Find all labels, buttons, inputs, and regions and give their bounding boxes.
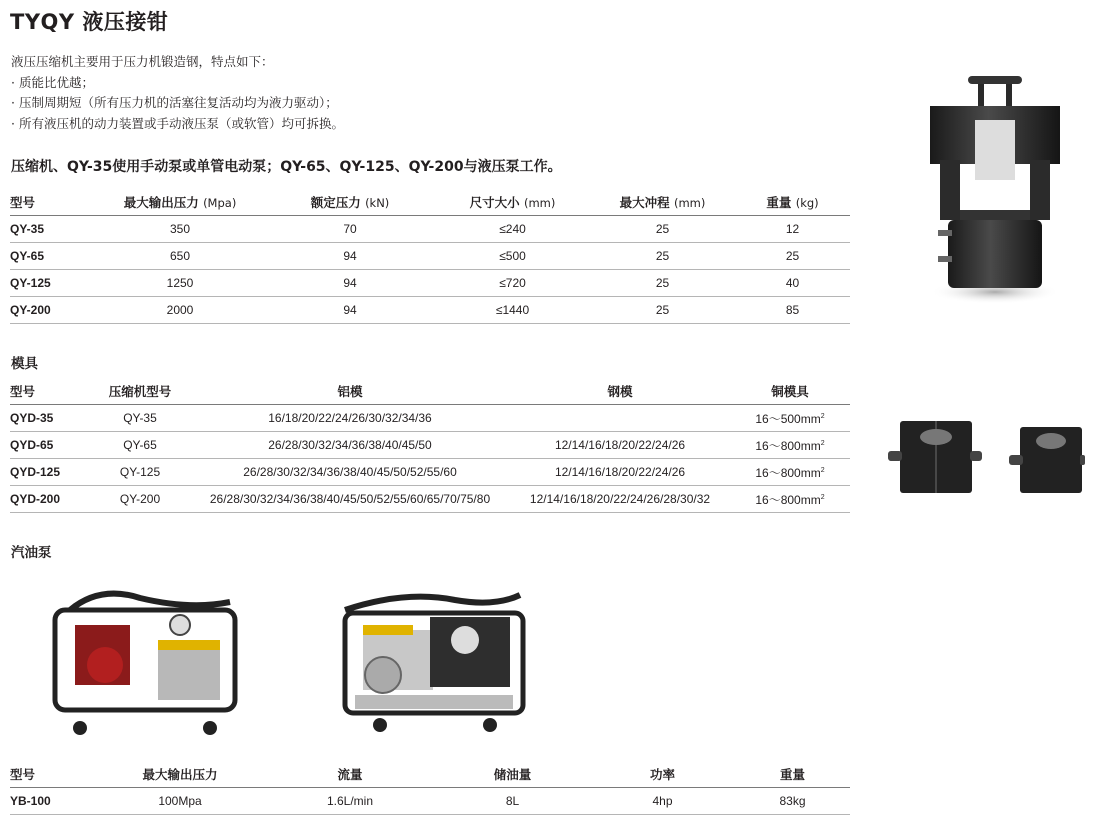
pump-spec-table — [10, 761, 850, 815]
cell: 25 — [735, 243, 850, 270]
cell: 94 — [265, 243, 435, 270]
col-steel-die: 钢模 — [510, 378, 730, 405]
cell: QY-200 — [10, 297, 95, 324]
col-aluminum-die: 铝模 — [190, 378, 510, 405]
cell: 350 — [95, 216, 265, 243]
cell: $16\sim 800mm^2$ — [730, 459, 850, 486]
cell: 1.6L/min — [265, 788, 435, 815]
intro-bullet: · 所有液压机的动力装置或手动液压泵（或软管）均可拆换。 — [11, 114, 344, 135]
cell: 12/14/16/18/20/22/24/26 — [510, 459, 730, 486]
table-row — [10, 459, 850, 486]
cell: 12/14/16/18/20/22/24/26 — [510, 432, 730, 459]
cell: 94 — [265, 297, 435, 324]
table-header-row — [10, 378, 850, 405]
cell: QY-200 — [90, 486, 190, 513]
cell: ≤720 — [435, 270, 590, 297]
cell: 12/14/16/18/20/22/24/26/28/30/32 — [510, 486, 730, 513]
cell: 26/28/30/32/34/36/38/40/45/50/52/55/60/65/70/75/80 — [190, 486, 510, 513]
cell: $16\sim 800mm^2$ — [730, 486, 850, 513]
petrol-pump-image-1 — [40, 580, 240, 735]
intro-text — [11, 52, 344, 134]
press-spec-table — [10, 189, 850, 324]
cell: $16\sim 800mm^2$ — [730, 432, 850, 459]
col-size: 尺寸大小 (mm) — [435, 189, 590, 216]
table-row — [10, 486, 850, 513]
cell: ≤240 — [435, 216, 590, 243]
cell: 12 — [735, 216, 850, 243]
cell: ≤500 — [435, 243, 590, 270]
cell: 26/28/30/32/34/36/38/40/45/50/52/55/60 — [190, 459, 510, 486]
col-oil-capacity: 储油量 — [435, 761, 590, 788]
col-weight: 重量 (kg) — [735, 189, 850, 216]
col-copper-die: 铜模具 — [730, 378, 850, 405]
intro-line: 液压压缩机主要用于压力机锻造钢，特点如下： — [11, 54, 274, 69]
col-press-model: 压缩机型号 — [90, 378, 190, 405]
cell: 16/18/20/22/24/26/30/32/34/36 — [190, 405, 510, 432]
cell: QY-35 — [90, 405, 190, 432]
table-header-row — [10, 189, 850, 216]
col-rated-force: 额定压力 (kN) — [265, 189, 435, 216]
cell: QY-35 — [10, 216, 95, 243]
cell: 25 — [590, 297, 735, 324]
table-row — [10, 788, 850, 815]
cell: QYD-35 — [10, 405, 90, 432]
cell: QY-125 — [10, 270, 95, 297]
intro-bullet: · 质能比优越； — [11, 73, 344, 94]
cell: ≤1440 — [435, 297, 590, 324]
intro-bullet: · 压制周期短（所有压力机的活塞往复活动均为液力驱动）； — [11, 93, 344, 114]
table-row — [10, 432, 850, 459]
col-max-pressure: 最大输出压力 (Mpa) — [95, 189, 265, 216]
col-power: 功率 — [590, 761, 735, 788]
die-section-title: 模具 — [11, 356, 38, 372]
table-row — [10, 297, 850, 324]
cell: 8L — [435, 788, 590, 815]
crimping-dies-image — [885, 415, 1085, 500]
usage-note: 压缩机、QY-35使用手动泵或单管电动泵；QY-65、QY-125、QY-200与液压泵工作。 — [11, 159, 562, 175]
hydraulic-press-image — [920, 70, 1070, 310]
table-row — [10, 405, 850, 432]
cell: 83kg — [735, 788, 850, 815]
table-header-row — [10, 761, 850, 788]
cell: 2000 — [95, 297, 265, 324]
cell: 94 — [265, 270, 435, 297]
cell: 650 — [95, 243, 265, 270]
table-row — [10, 270, 850, 297]
cell: 1250 — [95, 270, 265, 297]
cell: 100Mpa — [95, 788, 265, 815]
cell: QYD-65 — [10, 432, 90, 459]
table-row — [10, 216, 850, 243]
col-flow: 流量 — [265, 761, 435, 788]
cell: YB-100 — [10, 788, 95, 815]
cell: QY-125 — [90, 459, 190, 486]
cell: 70 — [265, 216, 435, 243]
cell: QYD-200 — [10, 486, 90, 513]
table-row — [10, 243, 850, 270]
pump-section-title: 汽油泵 — [11, 545, 52, 561]
page-title: TYQY 液压接钳 — [10, 10, 169, 34]
cell: 25 — [590, 243, 735, 270]
petrol-pump-image-2 — [335, 585, 535, 735]
cell: QY-65 — [10, 243, 95, 270]
col-weight: 重量 — [735, 761, 850, 788]
col-model: 型号 — [10, 761, 95, 788]
cell — [510, 405, 730, 432]
cell: 26/28/30/32/34/36/38/40/45/50 — [190, 432, 510, 459]
cell: 85 — [735, 297, 850, 324]
cell: QYD-125 — [10, 459, 90, 486]
col-stroke: 最大冲程 (mm) — [590, 189, 735, 216]
cell: 25 — [590, 216, 735, 243]
col-model: 型号 — [10, 189, 95, 216]
cell: QY-65 — [90, 432, 190, 459]
die-spec-table — [10, 378, 850, 513]
col-model: 型号 — [10, 378, 90, 405]
cell: $16\sim 500mm^2$ — [730, 405, 850, 432]
cell: 40 — [735, 270, 850, 297]
cell: 25 — [590, 270, 735, 297]
col-max-pressure: 最大输出压力 — [95, 761, 265, 788]
cell: 4hp — [590, 788, 735, 815]
